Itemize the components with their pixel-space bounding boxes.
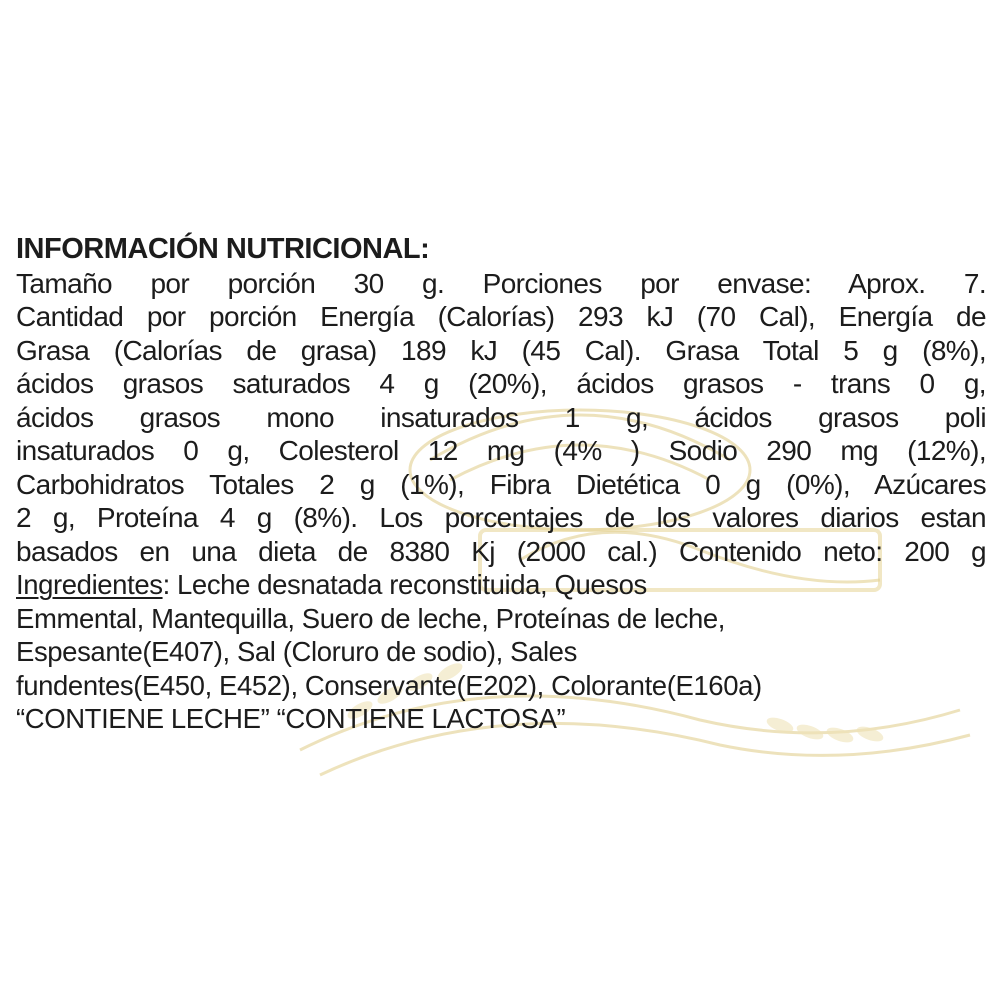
nutrition-line: basados en una dieta de 8380 Kj (2000 cal.) Contenido neto: 200 g <box>16 535 986 567</box>
nutrition-line: Carbohidratos Totales 2 g (1%), Fibra Dietética 0 g (0%), Azúcares <box>16 468 986 500</box>
nutrition-title: INFORMACIÓN NUTRICIONAL: <box>16 233 430 265</box>
nutrition-line: Grasa (Calorías de grasa) 189 kJ (45 Cal). Grasa Total 5 g (8%), <box>16 334 986 366</box>
ingredients-line: Espesante(E407), Sal (Cloruro de sodio), Sales <box>16 636 577 667</box>
nutrition-line: ácidos grasos saturados 4 g (20%), ácidos grasos - trans 0 g, <box>16 368 986 399</box>
allergen-notice: “CONTIENE LECHE” “CONTIENE LACTOSA” <box>16 703 566 734</box>
nutrition-line: insaturados 0 g, Colesterol 12 mg (4% ) Sodio 290 mg (12%), <box>16 435 986 466</box>
nutrition-line: Tamaño por porción 30 g. Porciones por envase: Aprox. 7. <box>16 267 986 299</box>
nutrition-line: 2 g, Proteína 4 g (8%). Los porcentajes de los valores diarios estan <box>16 502 986 533</box>
ingredients-first-line <box>16 568 986 602</box>
ingredients-text: : Leche desnatada reconstituida, Quesos <box>162 569 647 600</box>
nutrition-line: ácidos grasos mono insaturados 1 g, ácidos grasos poli <box>16 401 986 433</box>
ingredients-line: fundentes(E450, E452), Conservante(E202), Colorante(E160a) <box>16 669 762 701</box>
ingredients-heading: Ingredientes <box>16 569 163 600</box>
ingredients-line: Emmental, Mantequilla, Suero de leche, Proteínas de leche, <box>16 602 726 634</box>
nutrition-line: Cantidad por porción Energía (Calorías) 293 kJ (70 Cal), Energía de <box>16 301 986 332</box>
nutrition-label <box>16 233 986 736</box>
